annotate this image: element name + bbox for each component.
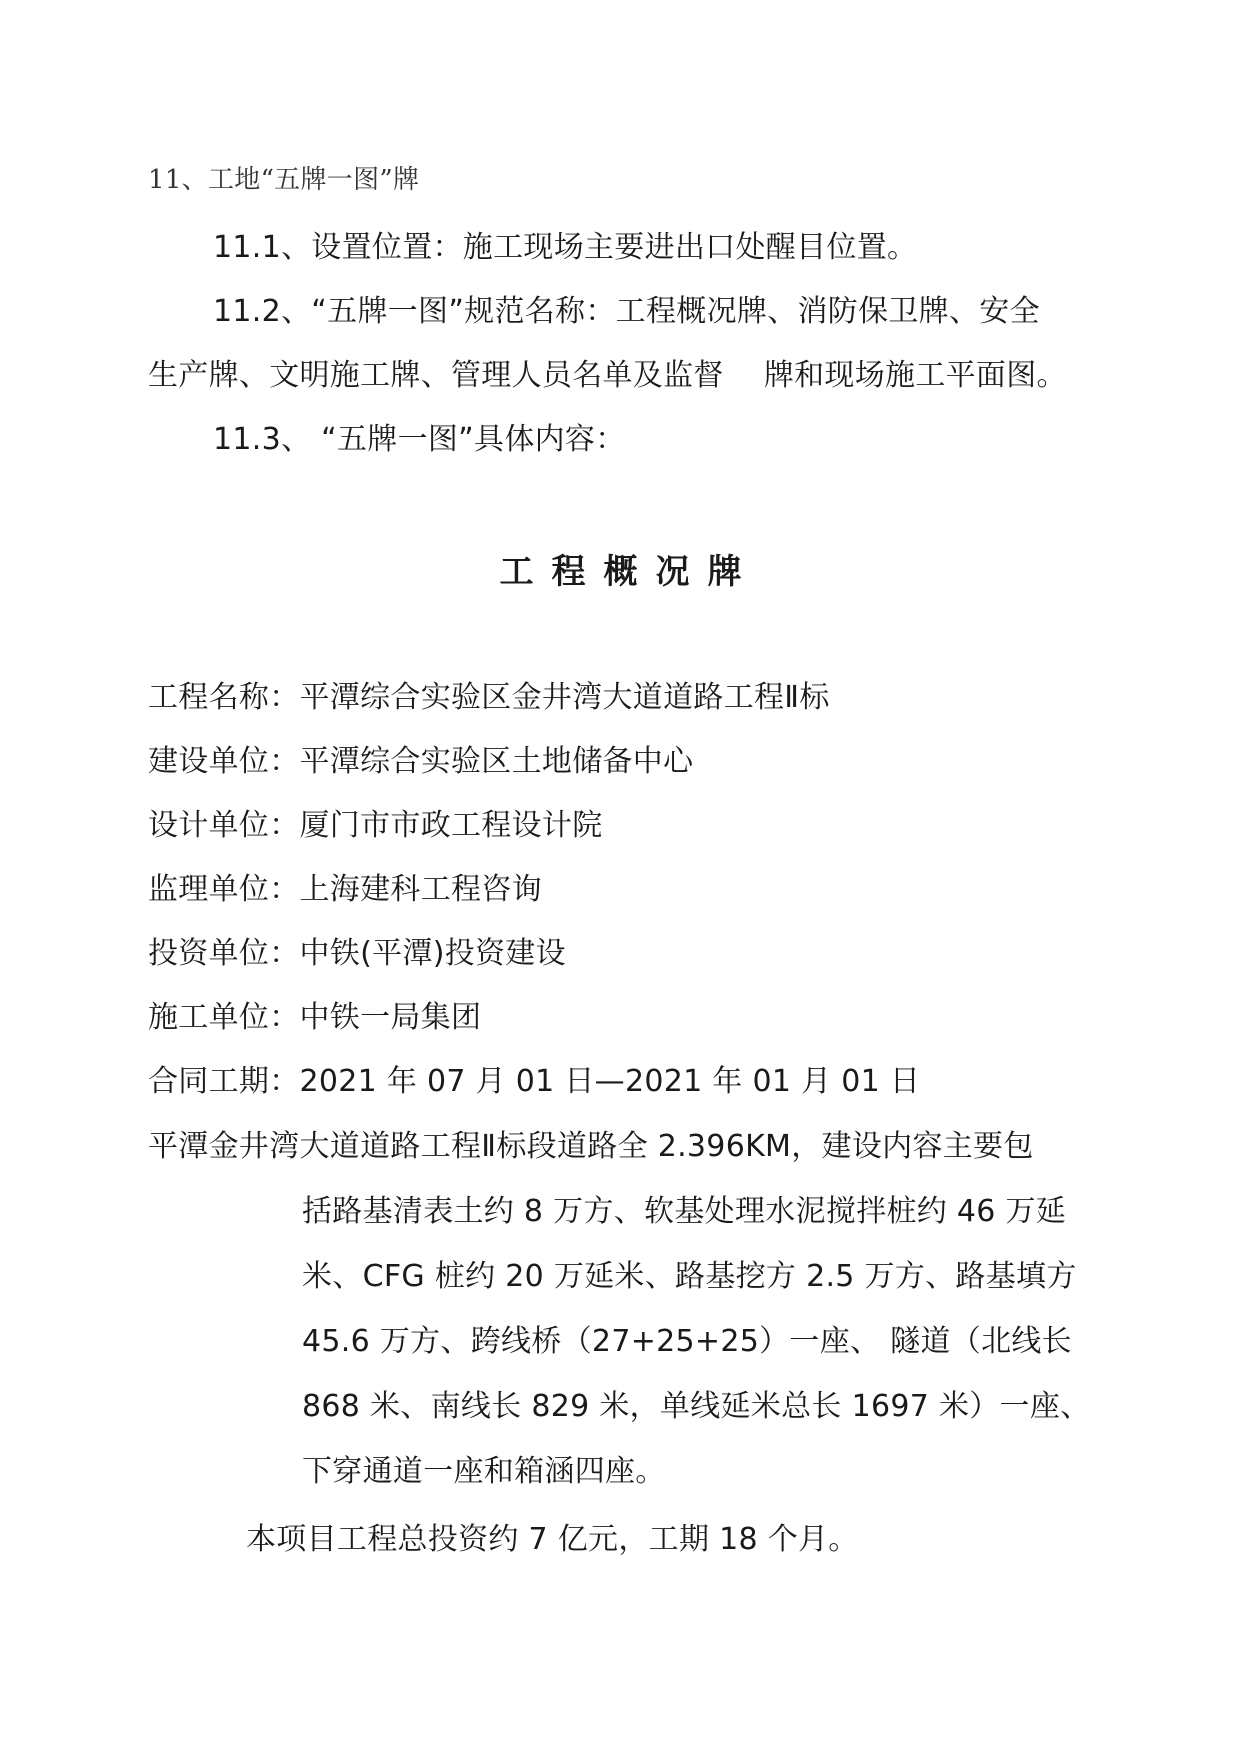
info-label: 施工单位： (148, 1000, 300, 1035)
section-heading: 11、工地“五牌一图”牌 (148, 165, 420, 195)
info-value: 上海建科工程咨询 (299, 872, 542, 907)
info-row-project-name (148, 678, 830, 718)
info-value: 平潭综合实验区土地储备中心 (299, 744, 694, 779)
description-line: 括路基清表土约 8 万方、软基处理水泥搅拌桩约 46 万延 (302, 1194, 1067, 1229)
investment-summary: 本项目工程总投资约 7 亿元，工期 18 个月。 (246, 1522, 859, 1557)
info-row-builder (148, 742, 693, 782)
info-row-designer (148, 806, 603, 846)
description-line: 868 米、南线长 829 米，单线延米总长 1697 米）一座、 (302, 1389, 1091, 1424)
info-label: 合同工期： (148, 1064, 300, 1099)
paragraph-location: 11.1、设置位置：施工现场主要进出口处醒目位置。 (213, 230, 918, 265)
info-label: 设计单位： (148, 808, 300, 843)
info-value: 中铁一局集团 (299, 1000, 482, 1035)
description-line: 平潭金井湾大道道路工程Ⅱ标段道路全 2.396KM，建设内容主要包 (148, 1129, 1034, 1164)
info-row-investor (148, 934, 566, 974)
info-label: 监理单位： (148, 872, 300, 907)
description-line: 45.6 万方、跨线桥（27+25+25）一座、 隧道（北线长 (302, 1324, 1072, 1359)
description-line: 下穿通道一座和箱涵四座。 (302, 1454, 666, 1489)
info-label: 工程名称： (148, 680, 300, 715)
info-row-contractor (148, 998, 481, 1038)
info-value: 2021 年 07 月 01 日—2021 年 01 月 01 日 (299, 1064, 921, 1099)
board-title: 工程概况牌 (499, 552, 760, 592)
info-value: 厦门市市政工程设计院 (299, 808, 603, 843)
description-line: 米、CFG 桩约 20 万延米、路基挖方 2.5 万方、路基填方 (302, 1259, 1077, 1294)
info-value: 中铁(平潭)投资建设 (299, 936, 566, 971)
info-row-contract-period (148, 1062, 920, 1102)
paragraph-names-line2: 生产牌、文明施工牌、管理人员名单及监督 牌和现场施工平面图。 (148, 358, 1067, 393)
info-value: 平潭综合实验区金井湾大道道路工程Ⅱ标 (299, 680, 830, 715)
info-label: 投资单位： (148, 936, 300, 971)
paragraph-content-intro: 11.3、 “五牌一图”具体内容： (213, 422, 626, 457)
info-label: 建设单位： (148, 744, 300, 779)
paragraph-names-line1: 11.2、“五牌一图”规范名称：工程概况牌、消防保卫牌、安全 (213, 294, 1040, 329)
info-row-supervisor (148, 870, 542, 910)
